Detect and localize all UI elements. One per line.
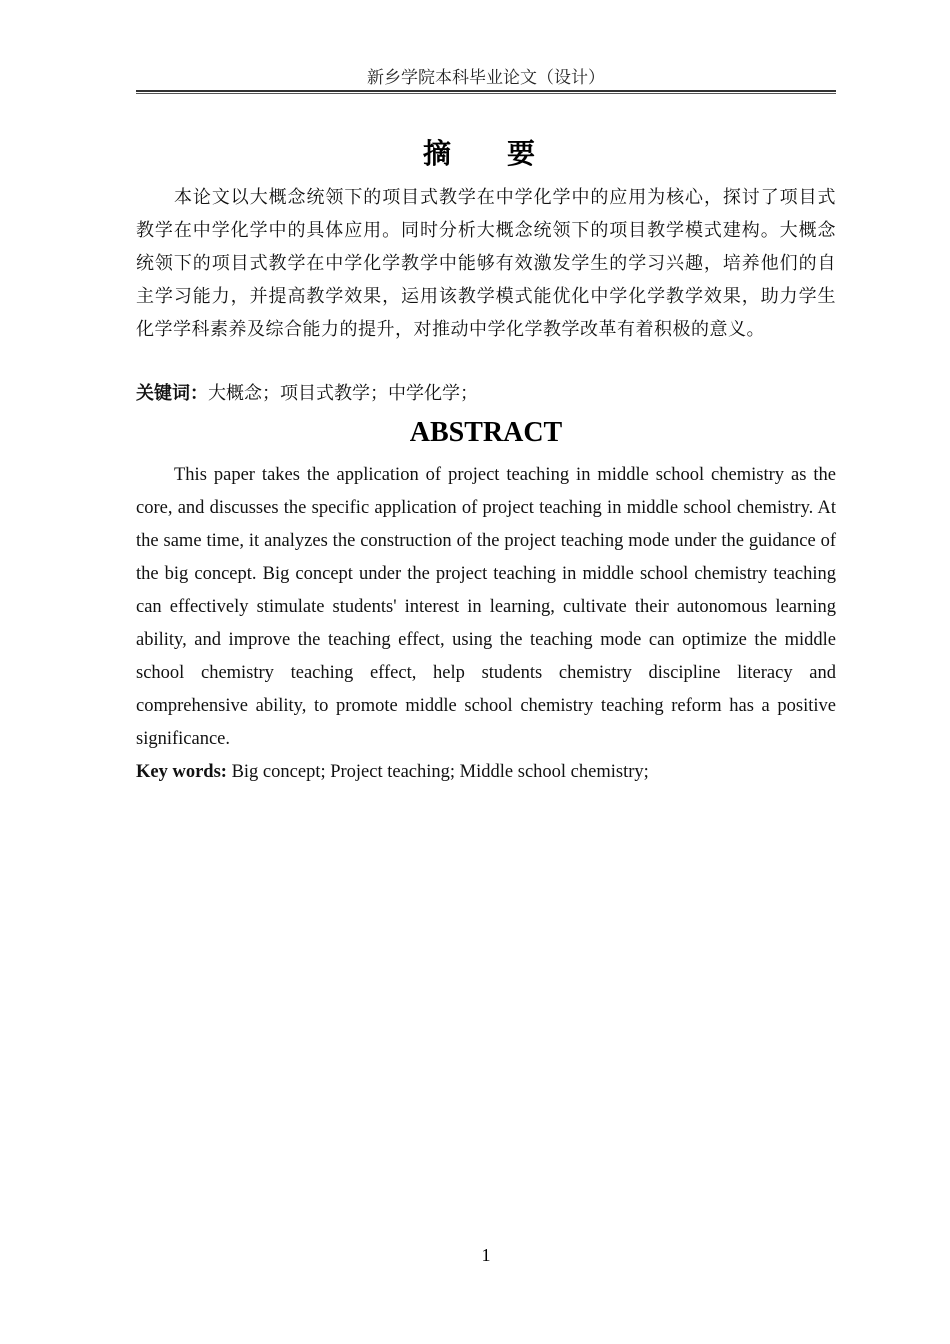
header-double-rule <box>136 90 836 95</box>
english-abstract-body: This paper takes the application of project teaching in middle school chemistry as the core, and discusses the specific application of project teaching in middle school chemistry. At the same time, it analyzes the construction of the project teaching mode under the guidance of the big concept. Big concept under the project teaching in middle school chemistry teaching can effectively stimulate students' interest in learning, cultivate their autonomous learning ability, and improve the teaching effect, using the teaching mode can optimize the middle school chemistry teaching effect, help students chemistry discipline literacy and comprehensive ability, to promote middle school chemistry teaching reform has a positive significance. <box>136 465 836 749</box>
english-keywords <box>136 756 836 789</box>
chinese-abstract-body: 本论文以大概念统领下的项目式教学在中学化学中的应用为核心，探讨了项目式教学在中学化学中的具体应用。同时分析大概念统领下的项目教学模式建构。大概念统领下的项目式教学在中学化学教学中能够有效激发学生的学习兴趣，培养他们的自主学习能力，并提高教学效果，运用该教学模式能优化中学化学教学效果，助力学生化学学科素养及综合能力的提升，对推动中学化学教学改革有着积极的意义。 <box>136 187 836 340</box>
page-number: 1 <box>481 1245 491 1265</box>
english-abstract-title: ABSTRACT <box>409 417 563 448</box>
english-keywords-label: Key words: <box>136 762 227 782</box>
header-rule-thin <box>136 93 836 94</box>
chinese-keywords-text: 大概念；项目式教学；中学化学； <box>208 383 478 404</box>
chinese-keywords-label: 关键词： <box>136 383 208 404</box>
chinese-keywords <box>136 377 836 410</box>
running-header: 新乡学院本科毕业论文（设计） <box>367 68 605 87</box>
chinese-abstract-title: 摘 要 <box>422 137 549 170</box>
english-keywords-text: Big concept; Project teaching; Middle school chemistry; <box>231 762 649 782</box>
